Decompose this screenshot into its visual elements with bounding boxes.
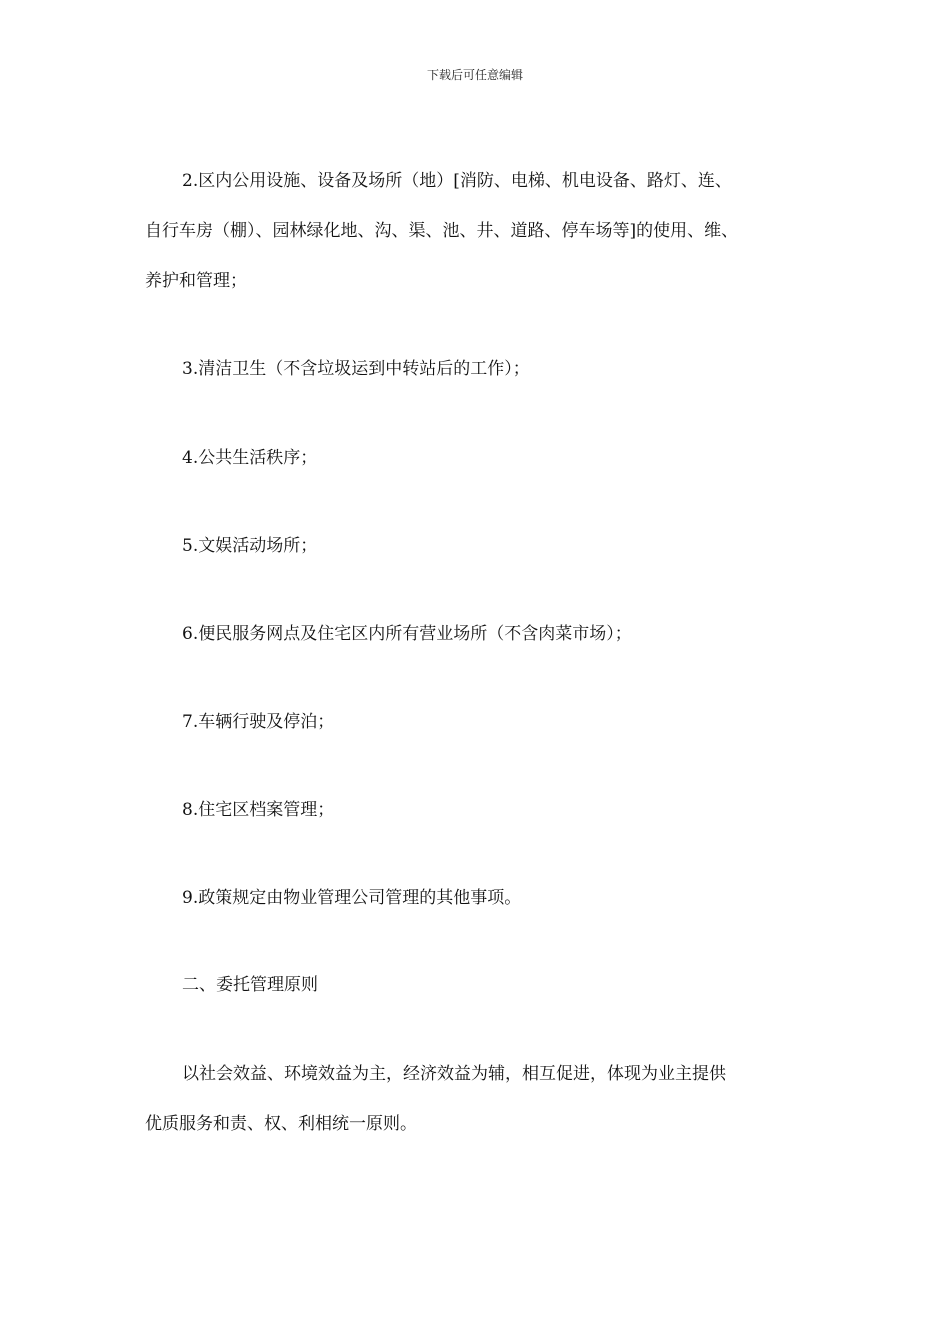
text-line: 9.政策规定由物业管理公司管理的其他事项。 [182, 888, 522, 908]
text-line: 自行车房（棚）、园林绿化地、沟、渠、池、井、道路、停车场等]的使用、维、 [145, 221, 739, 241]
page-header: 下载后可任意编辑 [426, 68, 523, 82]
text-line: 以社会效益、环境效益为主，经济效益为辅，相互促进，体现为业主提供 [182, 1064, 726, 1084]
list-item-9 [145, 883, 521, 913]
text-line: 5.文娱活动场所； [182, 536, 318, 556]
text-line: 8.住宅区档案管理； [182, 800, 335, 820]
text-line: 二、委托管理原则 [182, 975, 318, 995]
principle-paragraph [145, 1059, 726, 1139]
list-item-6 [145, 619, 632, 649]
text-line: 3.清洁卫生（不含垃圾运到中转站后的工作）； [182, 359, 530, 379]
list-item-2 [145, 166, 738, 296]
text-line: 2.区内公用设施、设备及场所（地）[消防、电梯、机电设备、路灯、连、 [182, 171, 732, 191]
text-line: 养护和管理； [145, 271, 247, 291]
text-line: 6.便民服务网点及住宅区内所有营业场所（不含肉菜市场）； [182, 624, 632, 644]
list-item-8 [145, 795, 334, 825]
text-line: 4.公共生活秩序； [182, 448, 318, 468]
text-line: 优质服务和责、权、利相统一原则。 [145, 1114, 417, 1134]
list-item-5 [145, 531, 317, 561]
text-line: 7.车辆行驶及停泊； [182, 712, 335, 732]
section-heading [145, 970, 318, 1000]
list-item-4 [145, 443, 317, 473]
list-item-3 [145, 354, 530, 384]
list-item-7 [145, 707, 334, 737]
